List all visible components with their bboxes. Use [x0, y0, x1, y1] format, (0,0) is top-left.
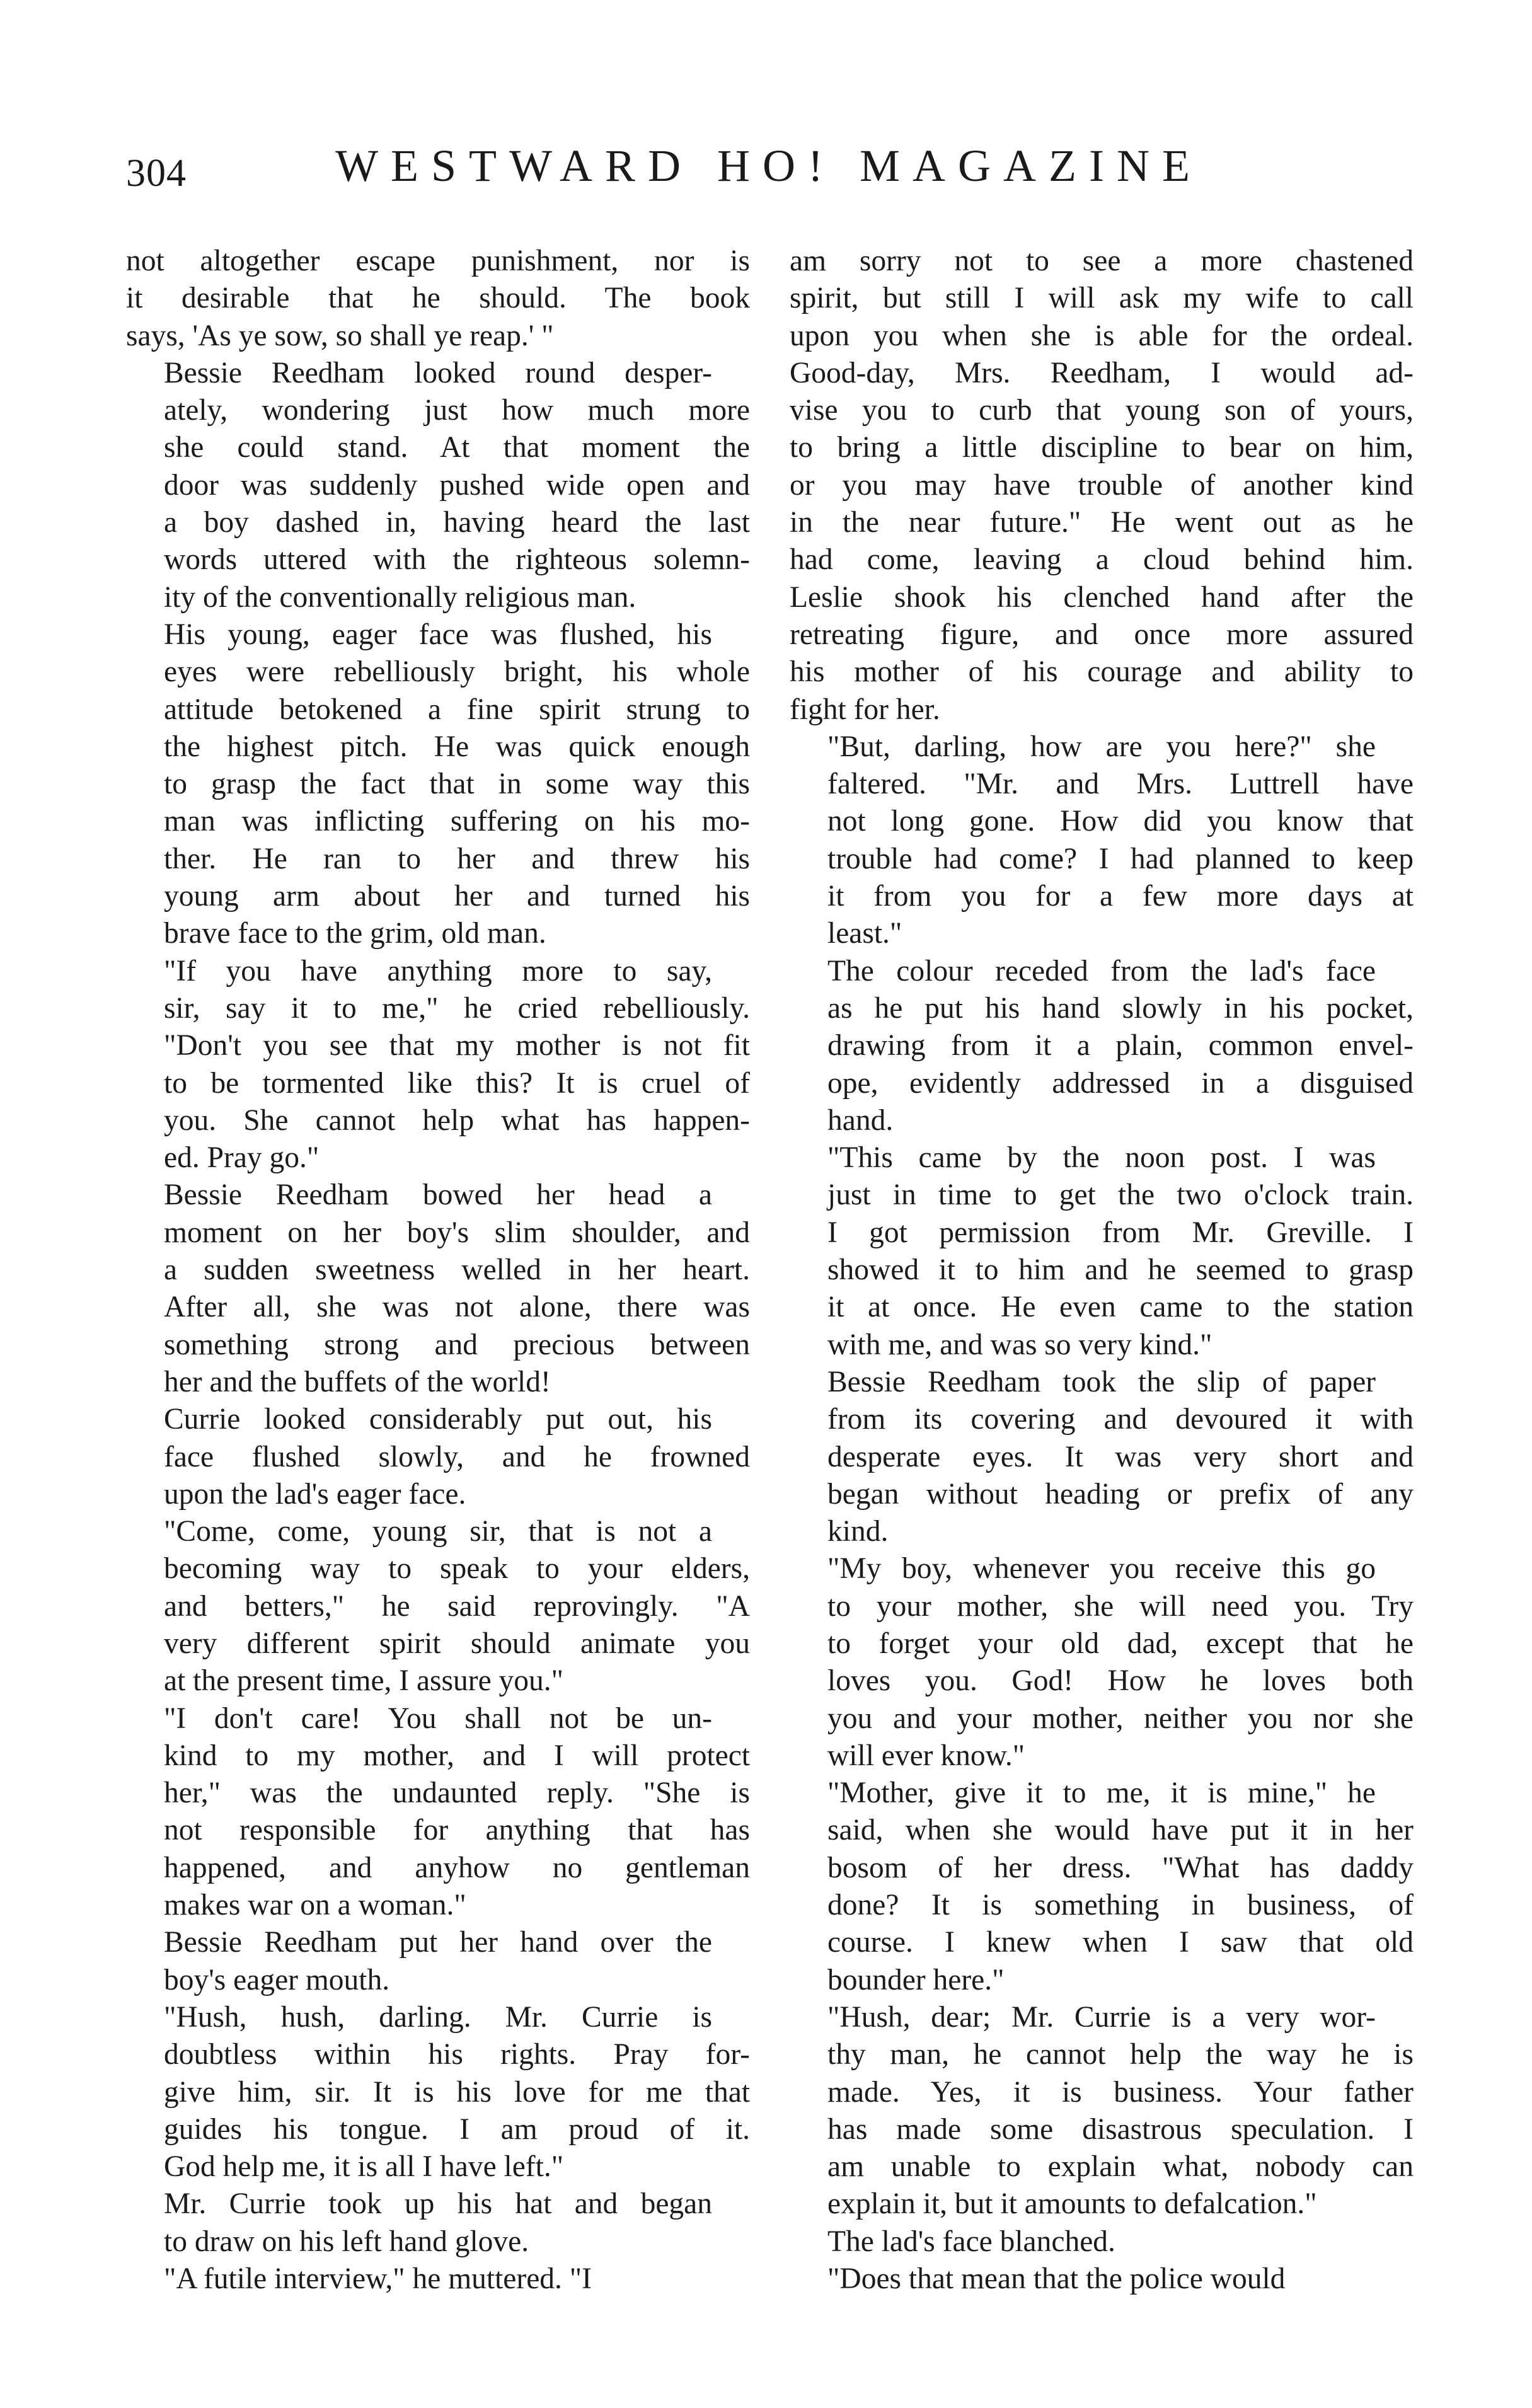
paragraph	[790, 1550, 1414, 1775]
text-line: eyes were rebelliously bright, his whole	[164, 655, 750, 689]
left-column	[126, 243, 750, 2298]
text-line: "But, darling, how are you here?" she	[827, 730, 1376, 763]
text-line: God help me, it is all I have left."	[164, 2150, 564, 2184]
paragraph	[126, 1999, 750, 2186]
text-line: desperate eyes. It was very short and	[827, 1440, 1414, 1473]
text-line: it desirable that he should. The book	[126, 282, 750, 315]
text-line: The colour receded from the lad's face	[827, 954, 1376, 988]
text-line: says, 'As ye sow, so shall ye reap.' "	[126, 319, 554, 352]
text-line: will ever know."	[827, 1739, 1025, 1772]
paragraph	[126, 2261, 750, 2298]
text-line: "Hush, dear; Mr. Currie is a very wor-	[827, 2000, 1376, 2034]
text-line: to be tormented like this? It is cruel of	[164, 1066, 750, 1100]
paragraph	[790, 1999, 1414, 2223]
paragraph	[126, 2186, 750, 2261]
text-line: brave face to the grim, old man.	[164, 917, 546, 950]
text-line: "I don't care! You shall not be un-	[164, 1702, 712, 1735]
text-line: give him, sir. It is his love for me that	[164, 2075, 750, 2109]
text-line: attitude betokened a fine spirit strung to	[164, 693, 750, 726]
text-line: to grasp the fact that in some way this	[164, 768, 750, 801]
text-line: Bessie Reedham put her hand over the	[164, 1926, 712, 1959]
text-line: or you may have trouble of another kind	[790, 468, 1414, 502]
page-number: 304	[126, 152, 187, 195]
text-line: ther. He ran to her and threw his	[164, 842, 750, 875]
text-line: upon you when she is able for the ordeal.	[790, 319, 1414, 352]
text-line: her," was the undaunted reply. "She is	[164, 1777, 750, 1810]
page-header	[126, 140, 1412, 209]
text-line: boy's eager mouth.	[164, 1963, 390, 1996]
text-line: showed it to him and he seemed to grasp	[827, 1253, 1414, 1287]
paragraph	[790, 729, 1414, 953]
text-line: thy man, he cannot help the way he is	[827, 2038, 1414, 2071]
text-line: The lad's face blanched.	[827, 2225, 1115, 2258]
paragraph	[126, 953, 750, 1177]
text-line: not responsible for anything that has	[164, 1814, 750, 1847]
text-line: and betters," he said reprovingly. "A	[164, 1589, 750, 1623]
text-line: Bessie Reedham took the slip of paper	[827, 1365, 1376, 1398]
text-line: door was suddenly pushed wide open and	[164, 468, 750, 502]
text-line: to draw on his left hand glove.	[164, 2225, 529, 2258]
text-line: explain it, but it amounts to defalcation."	[827, 2187, 1317, 2221]
paragraph	[790, 953, 1414, 1139]
text-line: moment on her boy's slim shoulder, and	[164, 1216, 750, 1249]
text-line: you. She cannot help what has happen-	[164, 1103, 750, 1137]
text-line: am unable to explain what, nobody can	[827, 2150, 1414, 2184]
text-line: least."	[827, 917, 902, 950]
text-line: spirit, but still I will ask my wife to call	[790, 282, 1414, 315]
text-line: Currie looked considerably put out, his	[164, 1403, 712, 1436]
text-line: "A futile interview," he muttered. "I	[164, 2262, 592, 2296]
paragraph	[126, 1177, 750, 1401]
text-line: vise you to curb that young son of yours,	[790, 394, 1414, 427]
text-line: his mother of his courage and ability to	[790, 655, 1414, 689]
text-line: in the near future." He went out as he	[790, 506, 1414, 539]
text-line: a boy dashed in, having heard the last	[164, 506, 750, 539]
paragraph	[790, 243, 1414, 729]
text-line: you and your mother, neither you nor she	[827, 1702, 1414, 1735]
text-line: very different spirit should animate you	[164, 1627, 750, 1660]
text-line: "Come, come, young sir, that is not a	[164, 1515, 712, 1548]
text-line: ity of the conventionally religious man.	[164, 580, 636, 614]
text-line: "Hush, hush, darling. Mr. Currie is	[164, 2000, 712, 2034]
text-line: kind.	[827, 1515, 889, 1548]
paragraph	[790, 1139, 1414, 1364]
running-title: WESTWARD HO! MAGAZINE	[335, 141, 1202, 191]
text-line: "Don't you see that my mother is not fit	[164, 1029, 750, 1063]
text-line: makes war on a woman."	[164, 1889, 466, 1922]
text-line: done? It is something in business, of	[827, 1889, 1414, 1922]
text-line: not altogether escape punishment, nor is	[126, 245, 750, 277]
paragraph	[126, 1700, 750, 1925]
text-line: had come, leaving a cloud behind him.	[790, 543, 1414, 577]
text-line: retreating figure, and once more assured	[790, 618, 1414, 651]
text-line: as he put his hand slowly in his pocket,	[827, 991, 1414, 1025]
text-line: faltered. "Mr. and Mrs. Luttrell have	[827, 768, 1414, 801]
text-line: a sudden sweetness welled in her heart.	[164, 1253, 750, 1287]
text-line: bosom of her dress. "What has daddy	[827, 1851, 1414, 1884]
paragraph	[790, 2223, 1414, 2261]
paragraph	[126, 243, 750, 355]
right-column	[790, 243, 1414, 2298]
text-line: ed. Pray go."	[164, 1141, 320, 1175]
text-line: "This came by the noon post. I was	[827, 1141, 1376, 1175]
text-line: sir, say it to me," he cried rebelliously.	[164, 991, 750, 1025]
text-line: bounder here."	[827, 1963, 1005, 1996]
text-line: has made some disastrous speculation. I	[827, 2112, 1414, 2146]
paragraph	[126, 1401, 750, 1513]
text-line: am sorry not to see a more chastened	[790, 245, 1414, 277]
text-line: "Does that mean that the police would	[827, 2262, 1286, 2296]
text-line: happened, and anyhow no gentleman	[164, 1851, 750, 1884]
text-line: man was inflicting suffering on his mo-	[164, 805, 750, 838]
text-line: it from you for a few more days at	[827, 880, 1414, 913]
text-line: trouble had come? I had planned to keep	[827, 842, 1414, 875]
text-line: said, when she would have put it in her	[827, 1814, 1414, 1847]
text-line: Bessie Reedham looked round desper-	[164, 356, 712, 389]
text-line: words uttered with the righteous solemn-	[164, 543, 750, 577]
text-line: kind to my mother, and I will protect	[164, 1739, 750, 1772]
paragraph	[126, 1513, 750, 1700]
text-line: from its covering and devoured it with	[827, 1403, 1414, 1436]
text-line: loves you. God! How he loves both	[827, 1664, 1414, 1698]
text-line: ately, wondering just how much more	[164, 394, 750, 427]
text-line: His young, eager face was flushed, his	[164, 618, 712, 651]
text-line: doubtless within his rights. Pray for-	[164, 2038, 750, 2071]
text-line: hand.	[827, 1103, 894, 1137]
text-line: she could stand. At that moment the	[164, 431, 750, 464]
paragraph	[790, 2261, 1414, 2298]
text-line: young arm about her and turned his	[164, 880, 750, 913]
paragraph	[126, 355, 750, 616]
text-line: her and the buffets of the world!	[164, 1365, 551, 1398]
text-line: course. I knew when I saw that old	[827, 1926, 1414, 1959]
text-line: ope, evidently addressed in a disguised	[827, 1066, 1414, 1100]
paragraph	[126, 616, 750, 953]
text-line: drawing from it a plain, common envel-	[827, 1029, 1414, 1063]
text-line: Mr. Currie took up his hat and began	[164, 2187, 712, 2221]
text-line: with me, and was so very kind."	[827, 1328, 1212, 1361]
text-line: Bessie Reedham bowed her head a	[164, 1178, 712, 1212]
paragraph	[790, 1364, 1414, 1550]
text-line: began without heading or prefix of any	[827, 1477, 1414, 1511]
text-line: fight for her.	[790, 693, 940, 726]
text-line: not long gone. How did you know that	[827, 805, 1414, 838]
text-line: upon the lad's eager face.	[164, 1477, 466, 1511]
paragraph	[126, 1924, 750, 1999]
text-line: After all, she was not alone, there was	[164, 1291, 750, 1324]
text-line: face flushed slowly, and he frowned	[164, 1440, 750, 1473]
text-line: to your mother, she will need you. Try	[827, 1589, 1414, 1623]
text-line: it at once. He even came to the station	[827, 1291, 1414, 1324]
text-line: just in time to get the two o'clock train.	[827, 1178, 1414, 1212]
text-line: "My boy, whenever you receive this go	[827, 1552, 1376, 1586]
text-line: Good-day, Mrs. Reedham, I would ad-	[790, 356, 1414, 389]
text-line: becoming way to speak to your elders,	[164, 1552, 750, 1586]
text-line: made. Yes, it is business. Your father	[827, 2075, 1414, 2109]
text-line: to bring a little discipline to bear on him,	[790, 431, 1414, 464]
text-line: "If you have anything more to say,	[164, 954, 712, 988]
text-line: I got permission from Mr. Greville. I	[827, 1216, 1414, 1249]
text-line: the highest pitch. He was quick enough	[164, 730, 750, 763]
text-line: to forget your old dad, except that he	[827, 1627, 1414, 1660]
text-line: Leslie shook his clenched hand after the	[790, 580, 1414, 614]
text-line: at the present time, I assure you."	[164, 1664, 564, 1698]
text-line: guides his tongue. I am proud of it.	[164, 2112, 750, 2146]
paragraph	[790, 1775, 1414, 1999]
text-line: something strong and precious between	[164, 1328, 750, 1361]
text-line: "Mother, give it to me, it is mine," he	[827, 1777, 1376, 1810]
